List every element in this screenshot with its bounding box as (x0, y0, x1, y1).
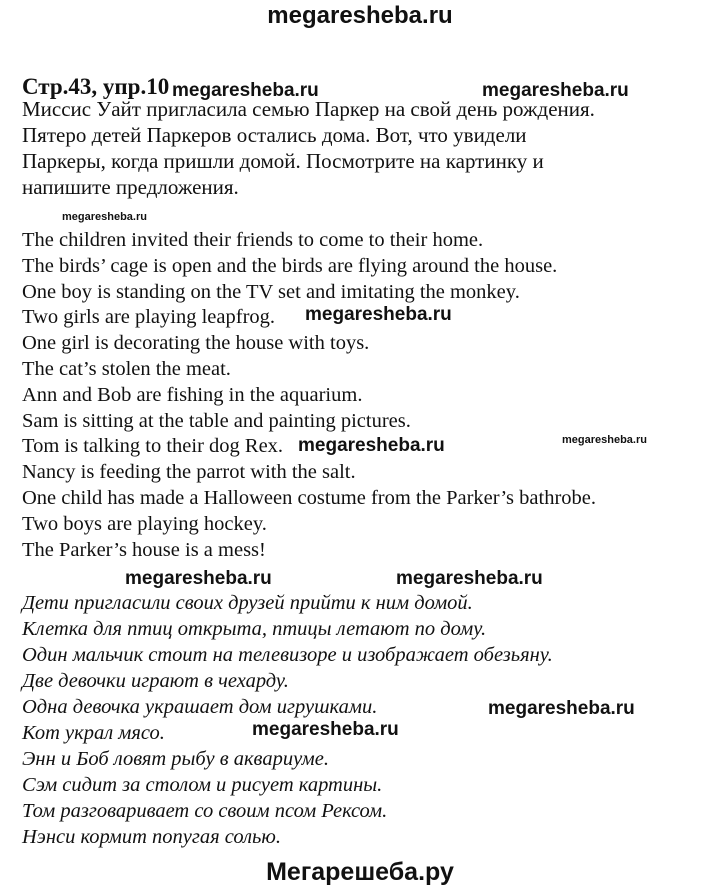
answer-line: The Parker’s house is a mess! (22, 538, 266, 561)
watermark-small: megaresheba.ru (562, 434, 647, 446)
translation-line: Сэм сидит за столом и рисует картины. (22, 774, 383, 796)
translation-line: Нэнси кормит попугая солью. (22, 826, 281, 848)
watermark: megaresheba.ru (172, 80, 319, 101)
translation-line: Том разговаривает со своим псом Рексом. (22, 800, 388, 822)
translation-line: Дети пригласили своих друзей прийти к ним домой. (22, 592, 473, 614)
watermark: megaresheba.ru (396, 568, 543, 589)
watermark-small: megaresheba.ru (62, 211, 147, 223)
answer-line: One boy is standing on the TV set and imitating the monkey. (22, 280, 520, 303)
exercise-title: Стр.43, упр.10 (22, 74, 170, 99)
answer-line: Nancy is feeding the parrot with the salt. (22, 461, 356, 484)
watermark: megaresheba.ru (125, 568, 272, 589)
answer-line: The children invited their friends to come to their home. (22, 229, 484, 251)
answer-line: Ann and Bob are fishing in the aquarium. (22, 383, 363, 406)
translation-line: Клетка для птиц открыта, птицы летают по дому. (22, 618, 487, 640)
answer-line: One child has made a Halloween costume from the Parker’s bathrobe. (22, 486, 596, 509)
translation-line: Одна девочка украшает дом игрушками. (22, 696, 378, 718)
watermark: megaresheba.ru (488, 698, 635, 719)
answer-line: Two boys are playing hockey. (22, 512, 267, 535)
translation-line: Кот украл мясо. (22, 722, 165, 744)
answer-line: The cat’s stolen the meat. (22, 357, 231, 380)
answer-line: Two girls are playing leapfrog. (22, 306, 276, 329)
translation-line: Энн и Боб ловят рыбу в аквариуме. (22, 748, 329, 770)
answer-line: Tom is talking to their dog Rex. (22, 435, 284, 458)
answer-line: Sam is sitting at the table and painting pictures. (22, 409, 411, 432)
task-description (22, 96, 595, 200)
task-line: Паркеры, когда пришли домой. Посмотрите на картинку и (22, 149, 544, 173)
answer-line: The birds’ cage is open and the birds are flying around the house. (22, 254, 558, 277)
watermark: megaresheba.ru (252, 719, 399, 740)
site-footer: Мегарешеба.ру (266, 858, 454, 886)
task-line: Миссис Уайт пригласила семью Паркер на свой день рождения. (22, 97, 595, 121)
answers-english (22, 228, 596, 563)
translation-line: Один мальчик стоит на телевизоре и изображает обезьяну. (22, 644, 553, 666)
watermark: megaresheba.ru (305, 304, 452, 325)
site-header: megaresheba.ru (267, 2, 453, 29)
watermark: megaresheba.ru (298, 435, 445, 456)
answer-line: One girl is decorating the house with toys. (22, 332, 370, 355)
task-line: напишите предложения. (22, 175, 239, 199)
task-line: Пятеро детей Паркеров остались дома. Вот, что увидели (22, 123, 527, 147)
watermark: megaresheba.ru (482, 80, 629, 101)
translation-line: Две девочки играют в чехарду. (22, 670, 289, 692)
